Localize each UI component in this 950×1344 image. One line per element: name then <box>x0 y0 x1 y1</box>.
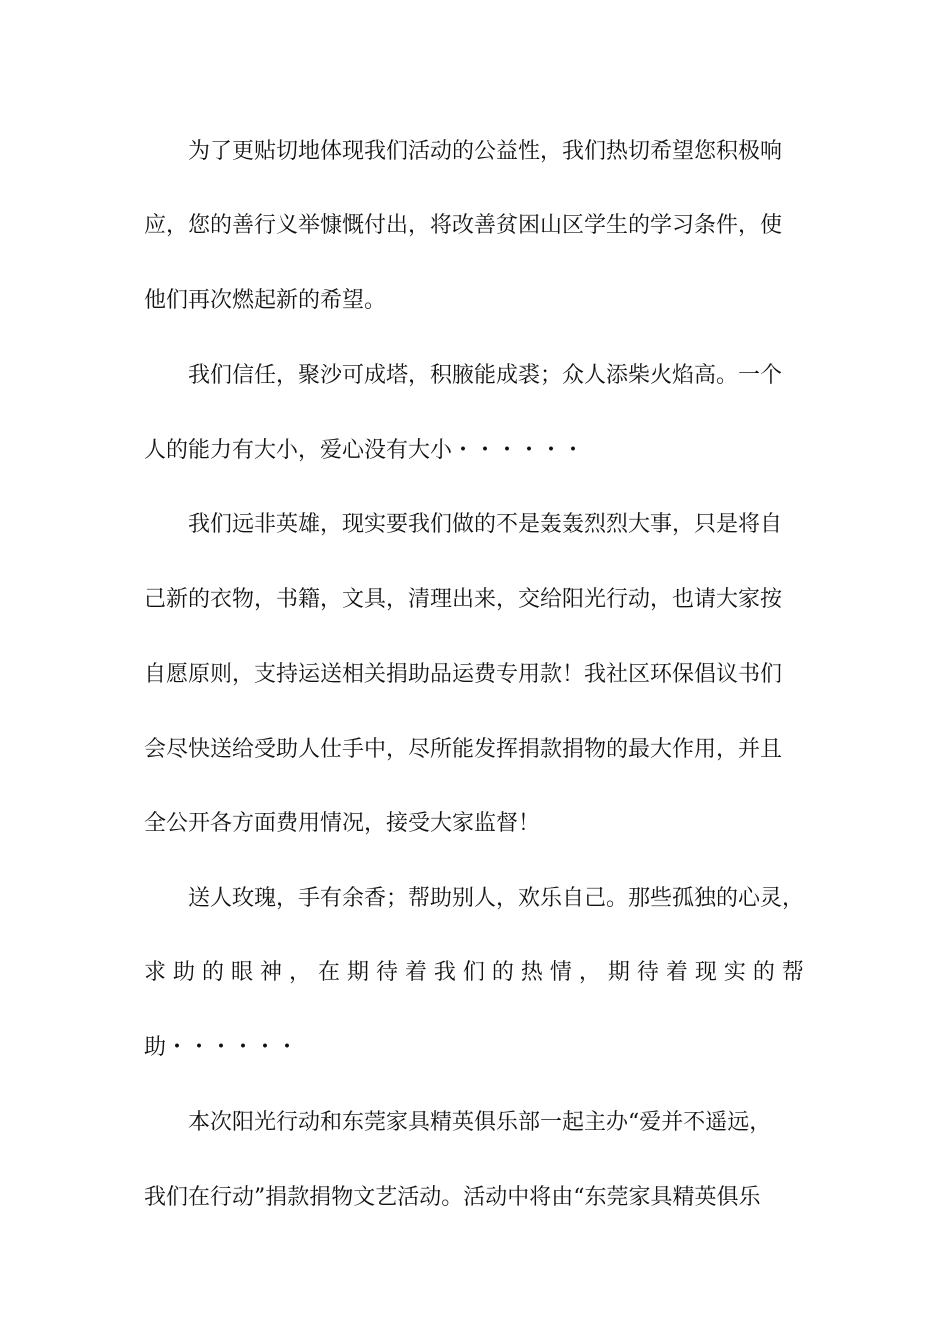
paragraph-2-line-1: 我们信任，聚沙可成塔，积腋能成裘；众人添柴火焰高。一个 <box>188 363 783 388</box>
paragraph-2-line-2: 人的能力有大小，爱心没有大小・・・・・・ <box>144 438 585 463</box>
paragraph-5-line-1: 本次阳光行动和东莞家具精英俱乐部一起主办“爱并不遥远， <box>188 1110 772 1135</box>
paragraph-1-line-1: 为了更贴切地体现我们活动的公益性，我们热切希望您积极响 <box>188 139 783 164</box>
paragraph-1-line-3: 他们再次燃起新的希望。 <box>144 288 387 313</box>
paragraph-4-line-3: 助・・・・・・ <box>144 1035 299 1060</box>
paragraph-3-line-4: 会尽快送给受助人仕手中，尽所能发挥捐款捐物的最大作用，并且 <box>144 737 783 762</box>
paragraph-3-line-1: 我们远非英雄，现实要我们做的不是轰轰烈烈大事，只是将自 <box>188 512 783 537</box>
paragraph-3-line-2: 己新的衣物，书籍，文具，清理出来，交给阳光行动，也请大家按 <box>144 587 783 612</box>
paragraph-3-line-3: 自愿原则，支持运送相关捐助品运费专用款！我社区环保倡议书们 <box>144 662 783 687</box>
paragraph-5-line-2: 我们在行动”捐款捐物文艺活动。活动中将由“东莞家具精英俱乐 <box>144 1185 761 1210</box>
paragraph-4-line-2: 求 助 的 眼 神 ， 在 期 待 着 我 们 的 热 情 ， 期 待 着 现 实 的 帮 <box>144 960 804 985</box>
paragraph-1-line-2: 应，您的善行义举慷慨付出，将改善贫困山区学生的学习条件，使 <box>144 213 783 238</box>
paragraph-4-line-1: 送人玫瑰，手有余香；帮助别人，欢乐自己。那些孤独的心灵， <box>188 886 805 911</box>
paragraph-3-line-5: 全公开各方面费用情况，接受大家监督！ <box>144 811 541 836</box>
